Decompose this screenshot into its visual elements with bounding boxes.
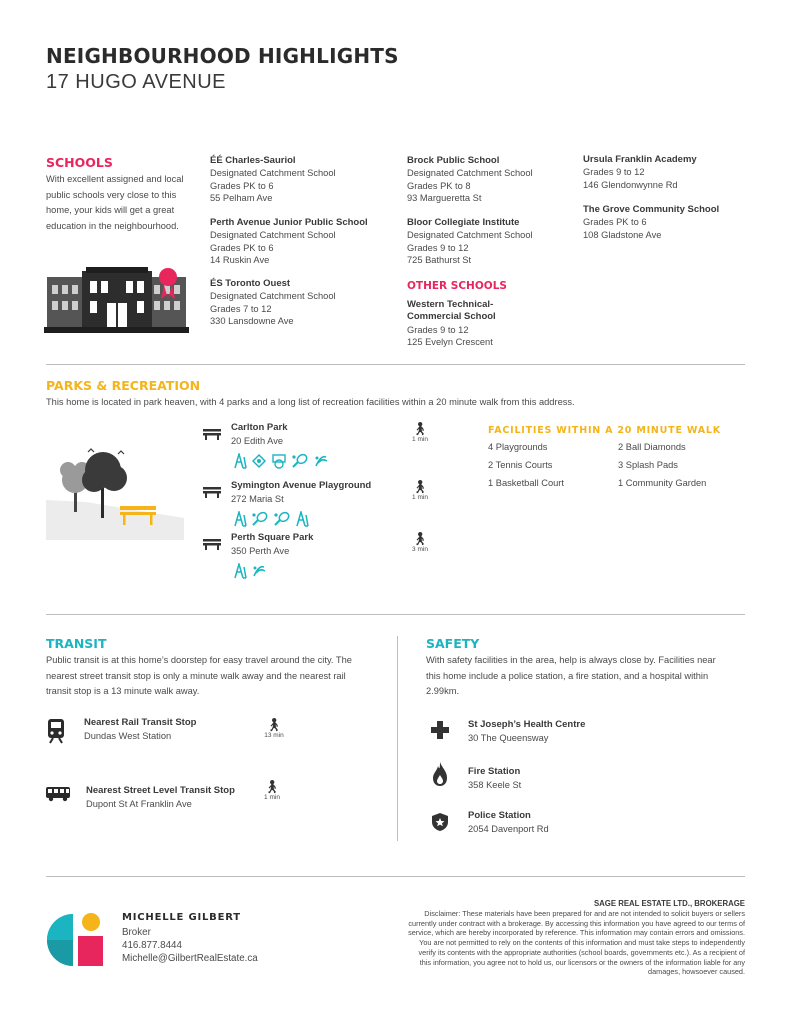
school-address: 55 Pelham Ave <box>210 193 273 204</box>
tennis-icon <box>251 511 269 527</box>
park-name: Symington Avenue Playground <box>231 480 372 491</box>
park-name: Perth Square Park <box>231 532 314 543</box>
school-address: 14 Ruskin Ave <box>210 255 270 266</box>
page-subtitle: 17 HUGO AVENUE <box>46 71 227 93</box>
school-grades: Grades PK to 6 <box>210 180 274 191</box>
school-entry <box>407 299 496 349</box>
school-name-line-1: Western Technical- <box>407 299 494 310</box>
bench-icon <box>203 429 221 440</box>
basketball-icon <box>271 453 287 469</box>
park-facility-icons <box>233 453 329 469</box>
bench-icon <box>203 539 221 550</box>
disclaimer <box>360 909 745 977</box>
facility-item: 3 Splash Pads <box>618 460 678 470</box>
transit-heading: TRANSIT <box>46 636 107 651</box>
facility-item: 2 Ball Diamonds <box>618 442 686 452</box>
bench-icon <box>203 487 221 498</box>
street-stop-title: Nearest Street Level Transit Stop <box>86 785 235 796</box>
walking-person-icon: 🚶︎ <box>411 421 429 436</box>
safety-heading: SAFETY <box>426 636 480 651</box>
disclaimer-line: Disclaimer: These materials have been prepared for and are not intended to solicit buyers or sellers <box>424 909 745 918</box>
playground-icon <box>295 511 309 527</box>
school-name-line-2: Commercial School <box>407 311 496 323</box>
disclaimer-line: currently under contract with a brokerage. By accessing this information you have agreed to our terms of <box>408 918 745 928</box>
park-address: 20 Edith Ave <box>231 436 284 446</box>
playground-icon <box>233 563 247 579</box>
park-facility-icons <box>233 511 309 527</box>
school-grades: Grades 9 to 12 <box>583 167 645 178</box>
school-entry <box>407 217 533 267</box>
school-address: 725 Bathurst St <box>407 255 472 266</box>
school-name: ÉS Toronto Ouest <box>210 278 291 289</box>
splash-pad-icon <box>251 563 267 579</box>
disclaimer-line: this information, you agree not to hold us, our licensors or the owners of the information liable for any <box>419 957 745 967</box>
park-walk-time <box>405 422 435 443</box>
facility-item: 1 Basketball Court <box>488 478 564 488</box>
school-name: Bloor Collegiate Institute <box>407 217 520 228</box>
agent-phone: 416.877.8444 <box>122 940 182 951</box>
playground-icon <box>233 453 247 469</box>
agent-role: Broker <box>122 927 151 938</box>
parks-list <box>200 420 440 590</box>
school-address: 125 Evelyn Crescent <box>407 337 493 348</box>
splash-pad-icon <box>313 453 329 469</box>
divider <box>46 876 745 877</box>
park-facility-icons <box>233 563 267 579</box>
school-name: Ursula Franklin Academy <box>583 154 697 165</box>
school-name: The Grove Community School <box>583 204 720 215</box>
divider <box>46 364 745 365</box>
street-walk-time <box>257 780 287 801</box>
hospital-cross-icon <box>430 720 450 740</box>
page-title: NEIGHBOURHOOD HIGHLIGHTS <box>46 44 399 68</box>
facility-item: 2 Tennis Courts <box>488 460 553 470</box>
parks-heading: PARKS & RECREATION <box>46 378 201 393</box>
school-entry <box>210 155 336 205</box>
park-name: Carlton Park <box>231 422 288 433</box>
brokerage-name: SAGE REAL ESTATE LTD., BROKERAGE <box>593 899 745 908</box>
disclaimer-line: damages, howsoever caused. <box>648 967 745 977</box>
school-type: Designated Catchment School <box>210 168 336 179</box>
school-address: 330 Lansdowne Ave <box>210 316 294 327</box>
school-type: Designated Catchment School <box>407 168 533 179</box>
facilities-heading: FACILITIES WITHIN A 20 MINUTE WALK <box>488 425 721 436</box>
other-schools-heading: OTHER SCHOOLS <box>407 280 507 292</box>
walk-time: 1 min <box>264 794 280 801</box>
tennis-icon <box>291 453 309 469</box>
walk-time: 1 min <box>412 436 428 443</box>
parks-description: This home is located in park heaven, with 4 parks and a long list of recreation facilities within a 20 minute walk from this address. <box>46 397 575 407</box>
school-grades: Grades PK to 6 <box>583 217 647 228</box>
safety-name: Fire Station <box>468 766 521 777</box>
school-name: Perth Avenue Junior Public School <box>210 217 368 228</box>
school-type: Designated Catchment School <box>210 291 336 302</box>
facility-item: 1 Community Garden <box>618 478 707 488</box>
brand-logo <box>45 910 105 968</box>
schools-description: With excellent assigned and local public schools very close to this home, your kids will get a great education in the neighbourhood. <box>46 174 184 231</box>
school-entry <box>583 204 719 241</box>
disclaimer-line: verify its contents with the appropriate authorities (school boards, governments etc.). As a recipient of <box>418 947 745 957</box>
park-address: 350 Perth Ave <box>231 546 290 556</box>
facility-item: 4 Playgrounds <box>488 442 548 452</box>
walk-time: 1 min <box>412 494 428 501</box>
school-type: Designated Catchment School <box>407 230 533 241</box>
school-entry <box>407 155 533 205</box>
walking-person-icon: 🚶︎ <box>411 531 429 546</box>
agent-name: MICHELLE GILBERT <box>122 912 241 923</box>
safety-description: With safety facilities in the area, help is always close by. Facilities near this home include a police station, a fire station, and a hospital within 2.99km. <box>426 655 716 696</box>
bus-icon <box>45 786 71 802</box>
column-divider <box>397 636 398 841</box>
walk-time: 13 min <box>264 732 284 739</box>
police-badge-icon <box>431 812 449 832</box>
park-walk-time <box>405 480 435 501</box>
school-name: ÉÉ Charles-Sauriol <box>210 155 296 166</box>
school-address: 93 Margueretta St <box>407 193 482 204</box>
school-entry <box>583 154 697 191</box>
tennis-icon <box>273 511 291 527</box>
disclaimer-line: You are not permitted to rely on the contents of this information and must take steps to independently <box>419 938 745 948</box>
transit-description: Public transit is at this home’s doorstep for easy travel around the city. The nearest street transit stop is only a minute walk away and the nearest rail transit stop is a 13 minute walk away. <box>46 655 352 696</box>
park-illustration <box>46 440 186 540</box>
school-address: 108 Gladstone Ave <box>583 229 662 240</box>
street-stop-name: Dupont St At Franklin Ave <box>86 799 192 809</box>
walking-person-icon: 🚶︎ <box>263 779 281 794</box>
schools-heading: SCHOOLS <box>46 155 113 170</box>
school-type: Designated Catchment School <box>210 230 336 241</box>
safety-address: 30 The Queensway <box>468 733 549 743</box>
fire-flame-icon <box>432 761 448 787</box>
safety-address: 358 Keele St <box>468 780 522 790</box>
rail-stop-title: Nearest Rail Transit Stop <box>84 717 197 728</box>
walking-person-icon: 🚶︎ <box>265 717 283 732</box>
school-entry <box>210 278 336 328</box>
disclaimer-line: service, which are hereby incorporated by reference. This information may contain errors and omissions. <box>408 928 745 938</box>
safety-name: St Joseph’s Health Centre <box>468 719 586 730</box>
school-name: Brock Public School <box>407 155 500 166</box>
ball-diamond-icon <box>251 453 267 469</box>
rail-walk-time <box>259 718 289 739</box>
school-grades: Grades PK to 8 <box>407 180 471 191</box>
school-building-illustration <box>44 265 189 335</box>
walk-time: 3 min <box>412 546 428 553</box>
playground-icon <box>233 511 247 527</box>
school-grades: Grades 9 to 12 <box>407 324 469 335</box>
agent-email[interactable]: Michelle@GilbertRealEstate.ca <box>122 953 258 964</box>
safety-address: 2054 Davenport Rd <box>468 824 549 834</box>
train-icon <box>46 718 66 744</box>
rail-stop-name: Dundas West Station <box>84 731 172 741</box>
park-walk-time <box>405 532 435 553</box>
school-grades: Grades PK to 6 <box>210 242 274 253</box>
walking-person-icon: 🚶︎ <box>411 479 429 494</box>
school-entry <box>210 217 368 267</box>
school-address: 146 Glendonwynne Rd <box>583 179 678 190</box>
safety-name: Police Station <box>468 810 531 821</box>
park-address: 272 Maria St <box>231 494 284 504</box>
school-grades: Grades 7 to 12 <box>210 303 272 314</box>
school-grades: Grades 9 to 12 <box>407 242 469 253</box>
divider <box>46 614 745 615</box>
